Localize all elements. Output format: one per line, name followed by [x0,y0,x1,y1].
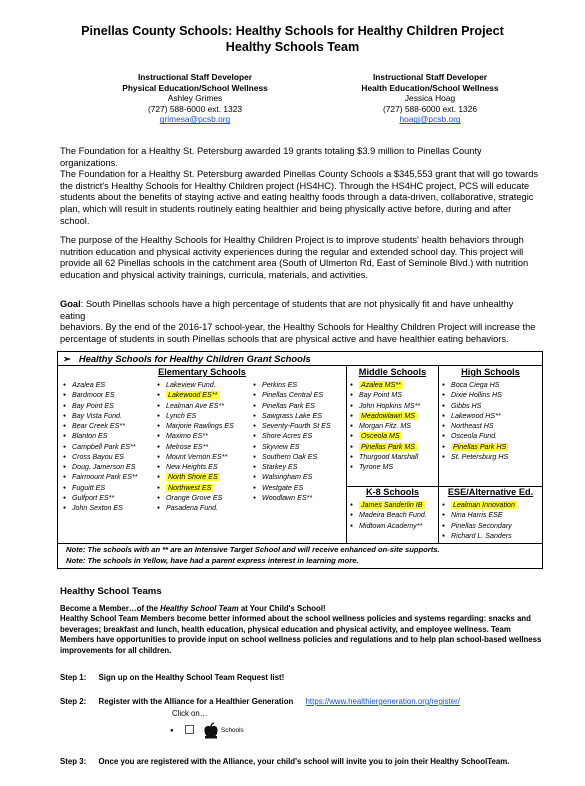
contact-email-link[interactable]: grimesa@pcsb.org [159,114,231,125]
school-name: Walsingham ES [262,473,313,482]
text-line: behaviors. By the end of the 2016-17 school-year, the Healthy Schools for Healthy Children Project will increase the [60,322,536,333]
text-line: school. [60,215,90,226]
contact-dept: Physical Education/School Wellness [122,82,268,93]
divider [346,365,347,543]
text-span: at Your Child's School! [238,604,326,613]
text-span: Become a Member…of the [60,604,161,613]
school-name: Meadowlawn MS [361,411,416,420]
school-item [442,500,517,510]
schools-checkbox[interactable] [185,725,194,734]
text-line: Members have opportunities to provide input on school wellness policies and regulations and to help plan school-based wellness [60,635,542,644]
text-line: the district's Healthy Schools for Healthy Children project (HS4HC). Through the HS4HC project, PCS will educate [60,180,530,191]
contact-email-link[interactable]: hoagj@pcsb.org [399,114,461,125]
school-name: Seventy-Fourth St ES [262,422,331,430]
school-name: Nina Harris ESE [451,511,503,520]
school-item [63,503,137,513]
school-name: Doug. Jamerson ES [72,463,136,471]
contact-role: Instructional Staff Developer [137,72,252,82]
school-item [350,462,420,472]
school-name: Cross Bayou ES [72,452,125,461]
school-name: Lakeview Fund. [166,381,216,389]
elementary-list-2 [157,380,234,513]
school-name: Azalea MS** [361,381,401,389]
school-name: Pinellas Park MS [361,442,416,451]
school-name: Pinellas Park ES [262,401,315,410]
school-name: Richard L. Sanders [451,531,512,540]
school-name: Gibbs HS [451,401,482,410]
school-item [350,401,420,411]
school-item [442,431,508,441]
school-name: North Shore ES [168,473,218,482]
school-name: Pinellas Central ES [262,391,324,400]
document-title [0,23,585,55]
school-item [253,472,331,482]
school-name: Orange Grove ES [166,493,223,502]
school-name: Sawgrass Lake ES [262,411,322,420]
divider [438,365,439,543]
school-name: Starkey ES [262,463,298,471]
step-3 [60,757,509,766]
school-name: Perkins ES [262,381,298,389]
school-item [253,411,331,421]
school-name: Osceola Fund. [451,432,498,441]
note-intensive: Note: The schools with an ** are an Intensive Target School and will receive enhanced on-site supports. [66,545,440,554]
text-line: The Foundation for a Healthy St. Petersburg awarded 19 grants totaling $3.9 million to Pinellas County organizations. [60,146,482,168]
elementary-list-1 [63,380,137,513]
school-item [350,390,420,400]
grant-schools-table [57,351,543,569]
school-item [157,380,234,390]
text-line: The purpose of the Healthy Schools for Healthy Children Project is to improve students' health behaviors through [60,235,524,245]
school-name: John Hopkins MS** [359,401,421,410]
school-name: Fuguitt ES [72,483,106,492]
table-title-row [58,352,542,366]
text-line: provide all 62 Pinellas schools in the catchment area (South of Ulmerton Rd, East of Seminole Blvd.) with nutrition [60,258,529,269]
k8-header: K-8 Schools [365,487,420,497]
school-item [253,442,331,452]
school-item [157,401,234,411]
click-on-label: Click on… [172,709,208,718]
school-name: John Sexton ES [72,504,123,512]
contact-hoag [320,72,540,125]
school-name: Pinellas Park HS [453,442,507,451]
school-item [442,401,508,411]
step-label: Step 3: [60,757,87,766]
title-line-1: Pinellas County Schools: Healthy Schools for Healthy Children Project [81,24,504,38]
school-item [253,421,331,431]
contact-name: Ashley Grimes [167,93,223,104]
school-item [442,521,517,531]
school-name: Lakewood ES** [168,391,218,400]
text-line: nutrition education and physical activity experiences during the regular and extended school day. This project will [60,246,524,257]
school-name: Bear Creek ES** [72,422,125,430]
purpose-paragraph [60,235,540,281]
school-item [253,431,331,441]
text-span: Healthy School Team [160,604,239,613]
school-name: Woodlawn ES** [262,493,313,502]
contact-dept: Health Education/School Wellness [361,82,499,93]
school-name: Campbell Park ES** [72,442,136,451]
school-name: Morgan Fitz. MS [359,422,412,430]
school-item [63,442,137,452]
contact-role: Instructional Staff Developer [372,72,487,82]
apple-icon [202,722,220,740]
school-item [157,483,234,493]
contact-phone: (727) 588-6000 ext. 1326 [382,103,478,114]
school-item [157,452,234,462]
school-item [442,452,508,462]
school-item [350,500,427,510]
step-2 [60,697,460,706]
bullet-icon: ● [170,728,174,734]
text-line: beverages; breakfast and lunch, health education, physical education and physical activity, and employee wellness. Team [60,624,511,634]
school-item [63,401,137,411]
school-name: Thurgood Marshall [359,452,419,461]
contact-name: Jessica Hoag [404,93,456,104]
school-item [442,442,508,452]
school-item [63,431,137,441]
school-name: New Heights ES [166,463,218,471]
school-item [253,401,331,411]
school-item [350,411,420,421]
school-item [350,510,427,520]
school-item [442,510,517,520]
school-item [253,462,331,472]
school-item [350,442,420,452]
high-header: High Schools [461,367,520,377]
school-name: Mount Vernon ES** [166,452,228,461]
school-item [157,493,234,503]
school-item [253,390,331,400]
note-yellow: Note: The schools in Yellow, have had a parent express interest in learning more. [66,556,359,565]
school-name: Lealman Innovation [453,501,515,509]
school-name: St. Petersburg HS [451,452,509,461]
become-member-line [60,604,550,615]
school-item [350,452,420,462]
text-line: education and physical activity trainings, curricula, materials, and activities. [60,269,368,280]
school-name: Azalea ES [72,381,106,389]
elementary-header: Elementary Schools [158,367,246,377]
teams-body [60,614,550,656]
school-name: Fairmount Park ES** [72,473,138,482]
middle-list [350,380,420,472]
school-name: Westgate ES [262,483,304,492]
text-line [60,299,540,322]
middle-header: Middle Schools [358,367,427,377]
school-item [253,380,331,390]
contact-grimes [85,72,305,125]
text-line: The Foundation for a Healthy St. Petersburg awarded Pinellas County Schools a $345,553 grant that will go towards [60,169,539,180]
goal-label: Goal [60,299,81,309]
school-name: Maximo ES** [166,432,208,441]
school-name: Madeira Beach Fund. [359,511,427,520]
step-1 [60,673,284,682]
schools-label: Schools [221,727,244,734]
goal-paragraph [60,299,540,345]
school-name: Dixie Hollins HS [451,391,502,400]
school-name: Bay Vista Fund. [72,411,122,420]
school-name: Marjorie Rawlings ES [166,422,234,430]
school-name: Pinellas Secondary [451,521,512,530]
school-name: Shore Acres ES [262,432,313,441]
school-name: Tyrone MS [359,463,394,471]
table-title: Healthy Schools for Healthy Children Grant Schools [78,353,311,364]
school-name: Southern Oak ES [262,452,318,461]
text-line: students about the benefits of staying active and eating healthy foods through a data-driven, collaborative, strategic [60,192,534,203]
school-item [157,431,234,441]
school-item [63,421,137,431]
school-name: Lakewood HS** [451,411,501,420]
school-name: Boca Ciega HS [451,381,500,389]
school-item [157,472,234,482]
school-item [63,483,137,493]
title-line-2: Healthy Schools Team [225,40,360,54]
step-text: Once you are registered with the Alliance, your child's school will invite you to join their Healthy SchoolTeam. [98,757,510,766]
text-span: : South Pinellas schools have a high percentage of students that are not physically fit and have unhealthy eating [60,299,514,321]
school-name: Bay Point MS [359,391,402,400]
school-item [253,493,331,503]
school-item [157,411,234,421]
school-item [442,411,508,421]
school-item [350,431,420,441]
text-line: percentage of students in south Pinellas schools that are physical active and have healthier eating behaviors. [60,333,509,344]
school-item [253,452,331,462]
school-item [157,462,234,472]
school-name: Northeast HS [451,422,494,430]
step-label: Step 2: [60,697,87,706]
school-item [442,531,517,541]
intro-paragraph [60,146,540,227]
arrow-icon: ➢ [63,353,71,364]
school-name: Lealman Ave ES** [166,401,224,410]
school-item [157,503,234,513]
school-item [157,390,234,400]
teams-heading: Healthy School Teams [60,586,162,597]
contact-phone: (727) 588-6000 ext. 1323 [147,103,243,114]
schools-option[interactable] [170,722,260,744]
elementary-list-3 [253,380,331,503]
school-item [157,421,234,431]
high-list [442,380,508,462]
step-text: Sign up on the Healthy School Team Request list! [98,673,285,682]
school-item [157,442,234,452]
school-item [442,421,508,431]
k8-list [350,500,427,531]
school-name: Osceola MS [361,432,400,441]
school-name: Gulfport ES** [72,493,115,502]
school-item [442,390,508,400]
text-line: improvements for all children. [60,645,172,655]
school-item [350,421,420,431]
school-item [63,472,137,482]
school-item [350,380,420,390]
school-name: James Sanderlin IB [361,501,423,509]
school-name: Melrose ES** [166,442,209,451]
school-name: Pasadena Fund. [166,504,219,512]
school-item [63,390,137,400]
school-item [63,452,137,462]
step-text: Register with the Alliance for a Healthier Generation [98,697,294,706]
school-name: Northwest ES [168,483,212,492]
school-name: Bardmoor ES [72,391,115,400]
school-item [63,380,137,390]
school-item [350,521,427,531]
step-label: Step 1: [60,673,87,682]
school-name: Blanton ES [72,432,108,441]
school-item [63,411,137,421]
school-item [63,493,137,503]
school-name: Skyview ES [262,442,300,451]
school-item [63,462,137,472]
school-name: Lynch ES [166,411,197,420]
school-name: Bay Point ES [72,401,114,410]
text-line: plan, which will result in students routinely eating healthier and being physically active before, during and after [60,203,512,214]
school-item [442,380,508,390]
ese-list [442,500,517,541]
text-line: Healthy School Team Members become better informed about the school wellness policies and systems regarding: snacks and [60,614,531,623]
register-link[interactable]: https://www.healthiergeneration.org/register/ [305,697,460,706]
ese-header: ESE/Alternative Ed. [447,487,534,497]
school-name: Midtown Academy** [359,521,423,530]
school-item [253,483,331,493]
